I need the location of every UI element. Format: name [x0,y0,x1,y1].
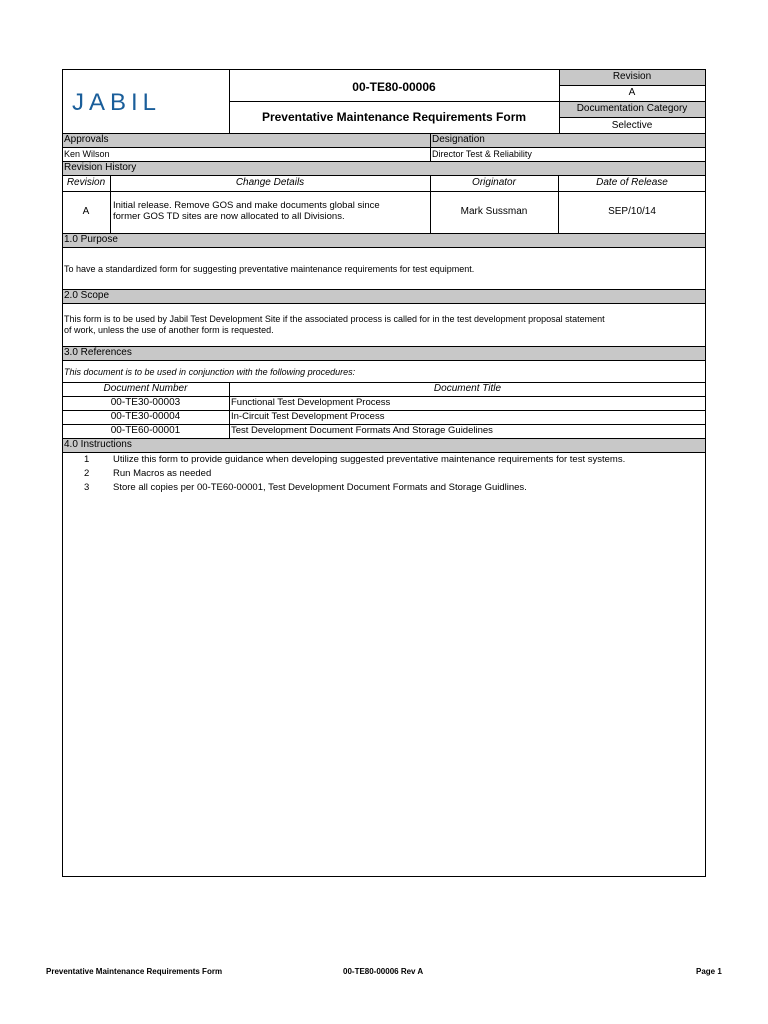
col-originator: Originator [472,177,516,188]
revision-history-fill [63,161,705,175]
ref-number-3: 00-TE60-00001 [110,425,181,436]
divider [62,175,706,176]
instructions-header-fill [63,438,705,452]
originator-cell: Mark Sussman [460,206,528,217]
references-intro: This document is to be used in conjunction with the following procedures: [64,367,356,377]
divider [62,360,706,361]
col-document-title: Document Title [433,383,502,394]
revision-value: A [628,87,636,98]
divider [62,452,706,453]
change-details-line1: Initial release. Remove GOS and make documents global since [113,200,380,211]
instruction-num-3: 3 [84,482,90,493]
ref-number-1: 00-TE30-00003 [110,397,181,408]
scope-text-line1: This form is to be used by Jabil Test Development Site if the associated process is called for in the test development proposal statement [64,314,605,324]
change-details-line2: former GOS TD sites are now allocated to all Divisions. [113,211,345,222]
divider [62,133,706,134]
approver-designation: Director Test & Reliability [432,149,532,159]
ref-title-2: In-Circuit Test Development Process [231,411,385,422]
divider [559,117,706,118]
col-document-number: Document Number [103,383,188,394]
divider [62,191,706,192]
approvals-label: Approvals [64,134,109,145]
designation-label: Designation [432,134,485,145]
divider [62,147,706,148]
col-revision: Revision [66,177,106,188]
scope-text-line2: of work, unless the use of another form is requested. [64,325,274,335]
purpose-header-fill [63,233,705,247]
divider [559,85,706,86]
revision-label: Revision [612,71,652,82]
instruction-text-3: Store all copies per 00-TE60-00001, Test Development Document Formats and Storage Guidlines. [113,482,527,493]
divider [62,247,706,248]
divider [62,346,706,347]
footer-left: Preventative Maintenance Requirements Form [46,967,223,976]
date-cell: SEP/10/14 [608,206,656,217]
ref-title-1: Functional Test Development Process [231,397,391,408]
scope-header-fill [63,289,705,303]
instruction-num-1: 1 [84,454,90,465]
ref-number-2: 00-TE30-00004 [110,411,181,422]
divider [62,161,706,162]
logo-text: JABIL [72,89,162,114]
footer-page: Page 1 [696,967,722,976]
divider [62,233,706,234]
approvals-header-fill [63,133,705,147]
purpose-heading: 1.0 Purpose [64,234,118,245]
instruction-text-1: Utilize this form to provide guidance when developing suggested preventative maintenance requirements for test systems. [113,454,626,465]
divider [62,438,706,439]
revision-cell: A [82,206,90,217]
divider [430,133,431,161]
approver-name: Ken Wilson [64,149,110,159]
col-change-details: Change Details [235,177,305,188]
scope-heading: 2.0 Scope [64,290,110,301]
divider [229,101,706,102]
col-date-of-release: Date of Release [596,177,668,188]
doc-category-value: Selective [611,120,653,131]
references-header-fill [63,346,705,360]
revision-history-label: Revision History [64,162,137,173]
instructions-heading: 4.0 Instructions [64,439,132,450]
divider [62,303,706,304]
instruction-text-2: Run Macros as needed [113,468,212,479]
doc-number: 00-TE80-00006 [352,80,436,94]
divider [62,289,706,290]
references-heading: 3.0 References [64,347,132,358]
form-title: Preventative Maintenance Requirements Form [261,110,527,124]
jabil-logo [72,88,202,114]
instruction-num-2: 2 [84,468,90,479]
ref-title-3: Test Development Document Formats And Storage Guidelines [231,425,493,436]
purpose-text: To have a standardized form for suggesting preventative maintenance requirements for test equipment. [64,264,475,274]
footer-center: 00-TE80-00006 Rev A [343,967,424,976]
doc-category-label: Documentation Category [576,103,688,114]
